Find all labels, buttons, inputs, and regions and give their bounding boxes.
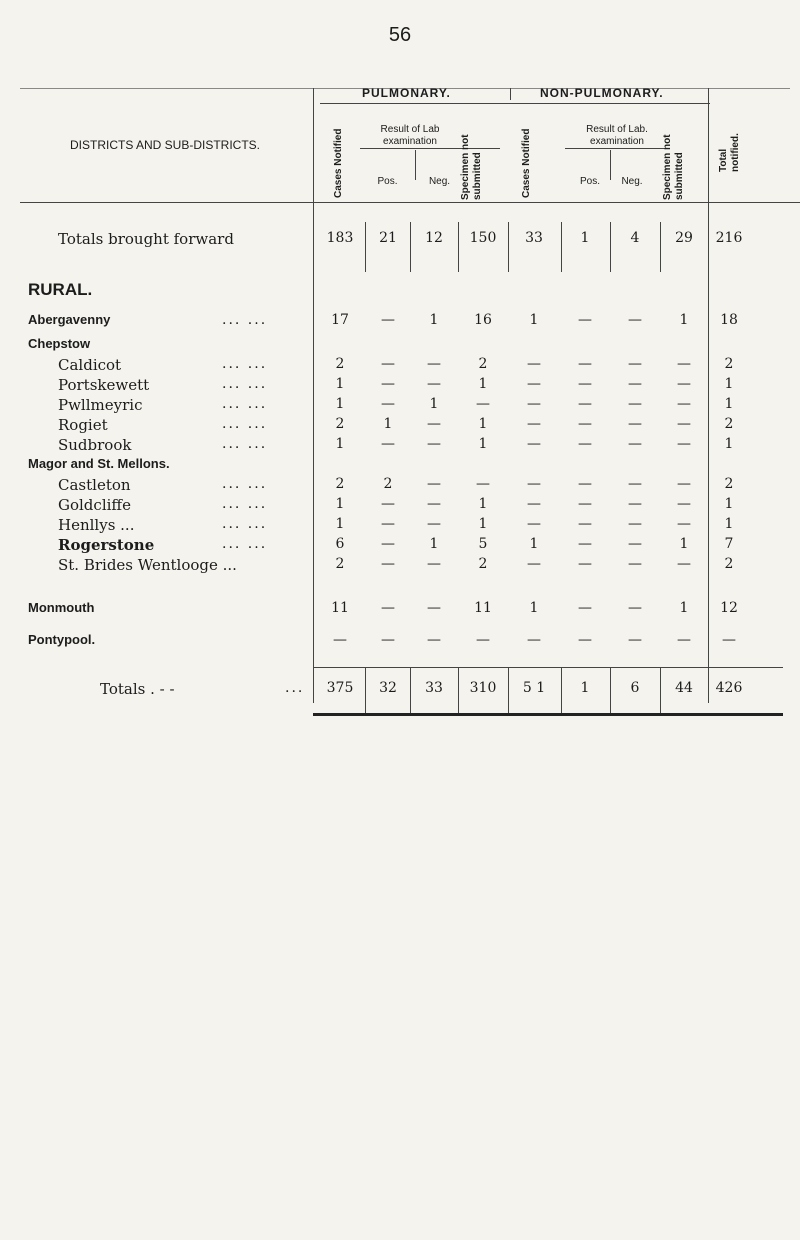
table-row xyxy=(0,496,800,516)
cell-nonpulm-pos: — xyxy=(578,536,592,552)
cell-total: 12 xyxy=(720,600,738,616)
cell-nonpulm-neg: — xyxy=(628,416,642,432)
table-row xyxy=(0,600,800,620)
table-row xyxy=(0,476,800,496)
cell-pulm-pos: 2 xyxy=(383,476,393,492)
cell-pulm-specimen: — xyxy=(476,476,490,492)
table-row xyxy=(0,336,800,356)
totals-total: 426 xyxy=(715,680,743,696)
cell-total: 1 xyxy=(724,396,734,412)
cell-pulm-pos: — xyxy=(381,600,395,616)
cell-pulm-pos: — xyxy=(381,496,395,512)
cell-pulm-neg: — xyxy=(427,436,441,452)
cell-nonpulm-pos: — xyxy=(578,496,592,512)
cell-nonpulm-specimen: — xyxy=(677,396,691,412)
cell-nonpulm-cases: — xyxy=(527,356,541,372)
cell-pulm-neg: — xyxy=(427,476,441,492)
cell-nonpulm-pos: — xyxy=(578,476,592,492)
cell-nonpulm-neg: — xyxy=(628,556,642,572)
cell-nonpulm-pos: — xyxy=(578,436,592,452)
cell-pulm-neg: 1 xyxy=(429,536,439,552)
cell-nonpulm-neg: — xyxy=(628,536,642,552)
cell-total: 2 xyxy=(724,556,734,572)
bf-nonpulm-cases: 33 xyxy=(525,230,543,246)
cell-nonpulm-cases: — xyxy=(527,396,541,412)
totals-nonpulm-neg: 6 xyxy=(630,680,640,696)
cell-total: 18 xyxy=(720,312,738,328)
cell-total: 2 xyxy=(724,476,734,492)
cell-total: 2 xyxy=(724,356,734,372)
cell-pulm-pos: — xyxy=(381,516,395,532)
cell-nonpulm-neg: — xyxy=(628,312,642,328)
cell-nonpulm-pos: — xyxy=(578,356,592,372)
row-label: Caldicot xyxy=(58,356,122,374)
row-label: Goldcliffe xyxy=(58,496,131,514)
cell-total: 2 xyxy=(724,416,734,432)
cell-nonpulm-pos: — xyxy=(578,516,592,532)
cell-pulm-neg: — xyxy=(427,376,441,392)
cell-nonpulm-cases: — xyxy=(527,556,541,572)
cell-pulm-neg: 1 xyxy=(429,396,439,412)
section-rural: RURAL. xyxy=(28,280,93,299)
cell-nonpulm-neg: — xyxy=(628,376,642,392)
row-leader-dots: ... ... xyxy=(222,436,268,452)
totals-nonpulm-pos: 1 xyxy=(580,680,590,696)
table-row xyxy=(0,312,800,332)
bf-pulm-specimen: 150 xyxy=(469,230,497,246)
nonpulm-pos-header: Pos. xyxy=(579,176,600,187)
cell-nonpulm-neg: — xyxy=(628,600,642,616)
cell-pulm-pos: — xyxy=(381,632,395,648)
cell-nonpulm-cases: 1 xyxy=(529,536,539,552)
cell-pulm-pos: — xyxy=(381,536,395,552)
cell-nonpulm-specimen: — xyxy=(677,556,691,572)
cell-total: 7 xyxy=(724,536,734,552)
cell-nonpulm-specimen: — xyxy=(677,416,691,432)
cell-nonpulm-pos: — xyxy=(578,556,592,572)
nonpulm-result-lab-header: Result of Lab. examination xyxy=(586,124,648,147)
cell-nonpulm-neg: — xyxy=(628,496,642,512)
row-leader-dots: ... ... xyxy=(222,396,268,412)
cell-pulm-specimen: — xyxy=(476,632,490,648)
totals-pulm-pos: 32 xyxy=(379,680,397,696)
pulm-pos-header: Pos. xyxy=(377,176,398,187)
cell-pulm-specimen: 1 xyxy=(478,496,488,512)
nonpulm-cases-notified-header: Cases Notified xyxy=(521,128,532,198)
cell-total: 1 xyxy=(724,516,734,532)
pulmonary-header: PULMONARY. xyxy=(362,86,451,100)
cell-pulm-pos: 1 xyxy=(383,416,393,432)
pulm-result-lab-header: Result of Lab examination xyxy=(380,124,440,147)
table-row xyxy=(0,416,800,436)
cell-pulm-cases: 1 xyxy=(335,376,345,392)
cell-pulm-neg: — xyxy=(427,496,441,512)
row-label: Portskewett xyxy=(58,376,150,394)
cell-pulm-cases: 17 xyxy=(331,312,349,328)
totals-row xyxy=(0,680,800,700)
row-leader-dots: ... ... xyxy=(222,516,268,532)
bf-pulm-cases: 183 xyxy=(326,230,354,246)
cell-nonpulm-cases: 1 xyxy=(529,312,539,328)
table-row xyxy=(0,356,800,376)
cell-pulm-pos: — xyxy=(381,396,395,412)
cell-pulm-neg: — xyxy=(427,632,441,648)
brought-forward-row xyxy=(0,230,800,250)
cell-nonpulm-specimen: — xyxy=(677,476,691,492)
cell-nonpulm-cases: — xyxy=(527,632,541,648)
cell-pulm-cases: — xyxy=(333,632,347,648)
cell-pulm-neg: — xyxy=(427,416,441,432)
cell-nonpulm-specimen: 1 xyxy=(679,600,689,616)
cell-pulm-pos: — xyxy=(381,436,395,452)
totals-label: Totals . - - xyxy=(100,680,175,698)
cell-pulm-neg: — xyxy=(427,556,441,572)
row-label: Henllys ... xyxy=(58,516,135,534)
districts-header: DISTRICTS AND SUB-DISTRICTS. xyxy=(69,138,260,152)
bf-nonpulm-pos: 1 xyxy=(580,230,590,246)
bf-total: 216 xyxy=(715,230,743,246)
row-leader-dots: ... ... xyxy=(222,376,268,392)
cell-pulm-neg: 1 xyxy=(429,312,439,328)
cell-total: — xyxy=(722,632,736,648)
cell-pulm-cases: 11 xyxy=(331,600,349,616)
cell-pulm-neg: — xyxy=(427,356,441,372)
nonpulm-neg-header: Neg. xyxy=(621,176,643,187)
cell-nonpulm-pos: — xyxy=(578,416,592,432)
cell-pulm-cases: 1 xyxy=(335,396,345,412)
row-label: Pwllmeyric xyxy=(58,396,143,414)
totals-pulm-neg: 33 xyxy=(425,680,443,696)
cell-pulm-pos: — xyxy=(381,376,395,392)
totals-dots: ... xyxy=(285,680,305,696)
cell-pulm-cases: 1 xyxy=(335,436,345,452)
row-label: Rogiet xyxy=(58,416,108,434)
cell-pulm-specimen: 5 xyxy=(478,536,488,552)
row-label: Abergavenny xyxy=(28,312,111,327)
row-leader-dots: ... ... xyxy=(222,312,268,328)
row-leader-dots: ... ... xyxy=(222,356,268,372)
brought-forward-label: Totals brought forward xyxy=(58,230,234,248)
cell-nonpulm-specimen: — xyxy=(677,516,691,532)
cell-nonpulm-pos: — xyxy=(578,376,592,392)
row-label: Monmouth xyxy=(28,600,95,615)
cell-nonpulm-cases: — xyxy=(527,516,541,532)
table-row xyxy=(0,556,800,576)
cell-pulm-cases: 2 xyxy=(335,556,345,572)
totals-pulm-specimen: 310 xyxy=(469,680,497,696)
cell-pulm-cases: 2 xyxy=(335,416,345,432)
cell-nonpulm-specimen: — xyxy=(677,376,691,392)
cell-pulm-cases: 2 xyxy=(335,356,345,372)
cell-nonpulm-specimen: 1 xyxy=(679,536,689,552)
cell-total: 1 xyxy=(724,376,734,392)
page-number: 56 xyxy=(388,24,412,46)
cell-pulm-specimen: 1 xyxy=(478,416,488,432)
cell-nonpulm-pos: — xyxy=(578,600,592,616)
cell-nonpulm-cases: — xyxy=(527,376,541,392)
cell-nonpulm-specimen: 1 xyxy=(679,312,689,328)
cell-pulm-specimen: 16 xyxy=(474,312,492,328)
cell-nonpulm-neg: — xyxy=(628,436,642,452)
cell-pulm-specimen: 2 xyxy=(478,356,488,372)
cell-pulm-neg: — xyxy=(427,516,441,532)
cell-pulm-specimen: 1 xyxy=(478,436,488,452)
table-row xyxy=(0,536,800,556)
table-row xyxy=(0,516,800,536)
table-row xyxy=(0,456,800,476)
row-label: Chepstow xyxy=(28,336,91,351)
cell-pulm-pos: — xyxy=(381,312,395,328)
cell-pulm-specimen: 2 xyxy=(478,556,488,572)
row-label: Pontypool. xyxy=(28,632,96,647)
cell-pulm-specimen: 1 xyxy=(478,516,488,532)
cell-nonpulm-cases: — xyxy=(527,416,541,432)
cell-nonpulm-cases: — xyxy=(527,476,541,492)
cell-nonpulm-neg: — xyxy=(628,632,642,648)
row-label: Castleton xyxy=(58,476,131,494)
cell-nonpulm-neg: — xyxy=(628,356,642,372)
cell-nonpulm-specimen: — xyxy=(677,436,691,452)
table-row xyxy=(0,396,800,416)
cell-nonpulm-specimen: — xyxy=(677,356,691,372)
cell-nonpulm-pos: — xyxy=(578,312,592,328)
cell-nonpulm-cases: 1 xyxy=(529,600,539,616)
cell-total: 1 xyxy=(724,496,734,512)
cell-nonpulm-cases: — xyxy=(527,496,541,512)
row-leader-dots: ... ... xyxy=(222,536,268,552)
row-leader-dots: ... ... xyxy=(222,476,268,492)
totals-nonpulm-cases: 5 1 xyxy=(522,680,546,696)
table-row xyxy=(0,632,800,652)
cell-nonpulm-neg: — xyxy=(628,476,642,492)
total-notified-header: Total notified. xyxy=(718,133,741,172)
pulm-specimen-header: Specimen not submitted xyxy=(460,134,483,200)
cell-pulm-neg: — xyxy=(427,600,441,616)
row-leader-dots: ... ... xyxy=(222,416,268,432)
row-label: Magor and St. Mellons. xyxy=(28,456,170,471)
totals-pulm-cases: 375 xyxy=(326,680,354,696)
cell-nonpulm-neg: — xyxy=(628,396,642,412)
cell-pulm-cases: 1 xyxy=(335,496,345,512)
pulm-cases-notified-header: Cases Notified xyxy=(333,128,344,198)
cell-pulm-cases: 2 xyxy=(335,476,345,492)
cell-pulm-specimen: 1 xyxy=(478,376,488,392)
table-row xyxy=(0,376,800,396)
table-row xyxy=(0,436,800,456)
cell-pulm-cases: 1 xyxy=(335,516,345,532)
cell-nonpulm-neg: — xyxy=(628,516,642,532)
cell-nonpulm-pos: — xyxy=(578,396,592,412)
cell-total: 1 xyxy=(724,436,734,452)
cell-nonpulm-pos: — xyxy=(578,632,592,648)
bf-nonpulm-specimen: 29 xyxy=(675,230,693,246)
row-label: Sudbrook xyxy=(58,436,132,454)
row-leader-dots: ... ... xyxy=(222,496,268,512)
cell-nonpulm-cases: — xyxy=(527,436,541,452)
row-label: Rogerstone xyxy=(58,536,155,554)
non-pulmonary-header: NON-PULMONARY. xyxy=(540,86,664,100)
row-label: St. Brides Wentlooge ... xyxy=(58,556,237,574)
cell-nonpulm-specimen: — xyxy=(677,632,691,648)
bf-pulm-pos: 21 xyxy=(379,230,397,246)
pulm-neg-header: Neg. xyxy=(428,176,451,187)
cell-pulm-specimen: — xyxy=(476,396,490,412)
cell-pulm-pos: — xyxy=(381,556,395,572)
totals-nonpulm-specimen: 44 xyxy=(675,680,693,696)
nonpulm-specimen-header: Specimen not submitted xyxy=(662,134,685,200)
bf-nonpulm-neg: 4 xyxy=(630,230,640,246)
cell-nonpulm-specimen: — xyxy=(677,496,691,512)
cell-pulm-specimen: 11 xyxy=(474,600,492,616)
cell-pulm-pos: — xyxy=(381,356,395,372)
cell-pulm-cases: 6 xyxy=(335,536,345,552)
bf-pulm-neg: 12 xyxy=(425,230,443,246)
